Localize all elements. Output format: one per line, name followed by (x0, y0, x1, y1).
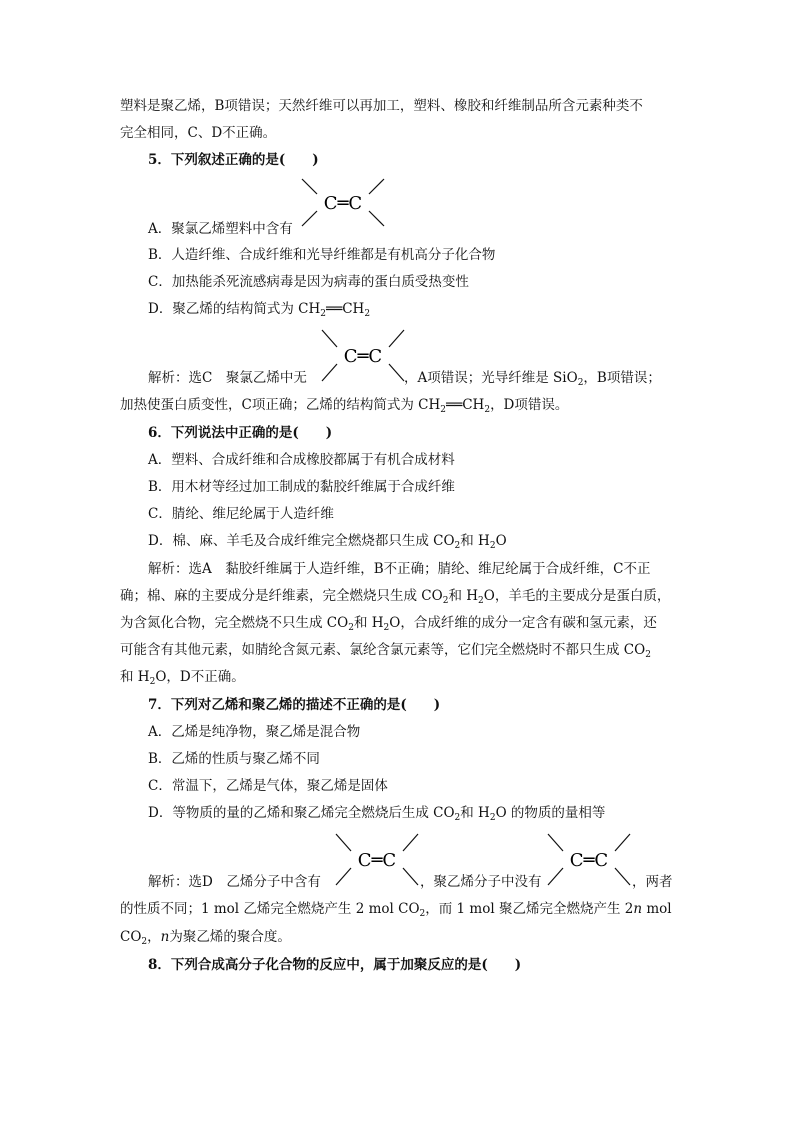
cc-double-bond-icon (320, 327, 406, 383)
svg-text:C═C: C═C (357, 850, 397, 871)
answer-5-line-2: 加热使蛋白质变性，C项正确；乙烯的结构简式为 $CH_2══CH_2$，D项错误。 (120, 397, 569, 415)
text-line: 塑料是聚乙烯，B项错误；天然纤维可以再加工，塑料、橡胶和纤维制品所含元素种类不 (120, 98, 643, 114)
svg-text:C═C: C═C (323, 193, 363, 214)
option-7c: C．常温下，乙烯是气体，聚乙烯是固体 (148, 778, 388, 794)
question-8: 8．下列合成高分子化合物的反应中，属于加聚反应的是( ) (148, 957, 522, 973)
option-5c: C．加热能杀死流感病毒是因为病毒的蛋白质受热变性 (148, 274, 469, 290)
question-6: 6．下列说法中正确的是( ) (148, 425, 333, 441)
answer-6-line-5: 和 $H_2O$，D不正确。 (120, 669, 245, 687)
answer-7-line-1: 解析：选D 乙烯分子中含有 (148, 874, 321, 890)
question-7: 7．下列对乙烯和聚乙烯的描述不正确的是( ) (148, 697, 441, 713)
answer-6-line-4: 可能含有其他元素，如腈纶含氮元素、氯纶含氯元素等，它们完全燃烧时不都只生成 $CO_2$ (120, 642, 651, 660)
option-7a: A．乙烯是纯净物，聚乙烯是混合物 (148, 724, 361, 740)
question-5: 5．下列叙述正确的是( ) (148, 152, 319, 168)
answer-5-line-1: 解析：选C 聚氯乙烯中无 (148, 370, 307, 386)
svg-text:C═C: C═C (343, 346, 383, 367)
cc-double-bond-icon (300, 176, 386, 228)
answer-7-line-2: 的性质不同；1 mol 乙烯完全燃烧产生 2 mol $CO_2$，而 1 mol 聚乙烯完全燃烧产生 2n mol (120, 901, 672, 919)
cc-double-bond-icon (334, 831, 420, 887)
option-7b: B．乙烯的性质与聚乙烯不同 (148, 751, 320, 767)
text-line: 完全相同，C、D不正确。 (120, 125, 277, 141)
answer-6-line-1: 解析：选A 黏胶纤维属于人造纤维，B不正确；腈纶、维尼纶属于合成纤维，C不正 (148, 561, 651, 577)
svg-text:C═C: C═C (569, 850, 609, 871)
answer-5-line-1-cont: ，A项错误；光导纤维是 SiO$_2$，B项错误； (404, 370, 661, 388)
answer-7-line-1-end: ，两者 (632, 874, 673, 890)
answer-7-line-1-mid: ，聚乙烯分子中没有 (420, 874, 542, 890)
option-7d: D．等物质的量的乙烯和聚乙烯完全燃烧后生成 $CO_2$和 $H_2O$ 的物质的量相等 (148, 805, 606, 823)
answer-6-line-2: 确；棉、麻的主要成分是纤维素，完全燃烧只生成 $CO_2$和 $H_2O$，羊毛的主要成分是蛋白质， (120, 588, 671, 606)
option-6b: B．用木材等经过加工制成的黏胶纤维属于合成纤维 (148, 479, 455, 495)
option-6d: D．棉、麻、羊毛及合成纤维完全燃烧都只生成 $CO_2$和 $H_2O$ (148, 533, 507, 551)
answer-7-line-3: $CO_2$，n为聚乙烯的聚合度。 (120, 929, 291, 947)
option-5a: A．聚氯乙烯塑料中含有 (148, 221, 293, 237)
option-5b: B．人造纤维、合成纤维和光导纤维都是有机高分子化合物 (148, 247, 496, 263)
option-6a: A．塑料、合成纤维和合成橡胶都属于有机合成材料 (148, 452, 455, 468)
option-5d: D．聚乙烯的结构简式为 $CH_2══CH_2$ (148, 301, 371, 319)
cc-double-bond-icon (546, 831, 632, 887)
option-6c: C．腈纶、维尼纶属于人造纤维 (148, 506, 334, 522)
answer-6-line-3: 为含氮化合物，完全燃烧不只生成 $CO_2$和 $H_2O$，合成纤维的成分一定含有碳和氢元素，还 (120, 615, 657, 633)
